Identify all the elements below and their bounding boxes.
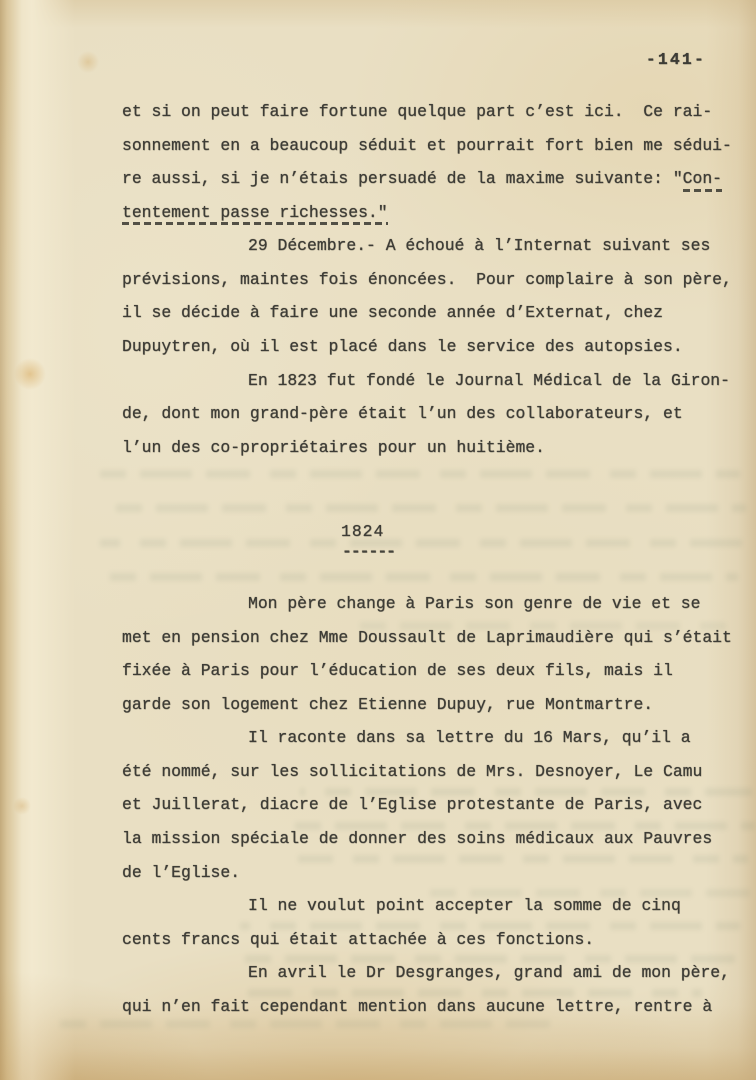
text-line xyxy=(122,397,750,431)
text-segment: qui n’en fait cependant mention dans aucune lettre, rentre à xyxy=(122,996,713,1016)
underlined-text-segment: tentement passe richesses." xyxy=(122,196,388,230)
text-line xyxy=(122,688,750,722)
text-segment: En avril le Dr Desgranges, grand ami de mon père, xyxy=(248,963,730,983)
year-heading xyxy=(341,522,396,561)
text-line xyxy=(122,721,750,755)
text-line xyxy=(122,296,750,330)
text-segment: la mission spéciale de donner des soins médicaux aux Pauvres xyxy=(122,829,713,849)
text-line xyxy=(122,364,750,398)
text-line xyxy=(122,923,750,957)
text-segment: Dupuytren, où il est placé dans le service des autopsies. xyxy=(122,337,683,357)
text-segment: Il ne voulut point accepter la somme de cinq xyxy=(248,896,681,916)
show-through-ghost xyxy=(102,571,738,583)
text-line xyxy=(122,263,750,297)
text-line xyxy=(122,788,750,822)
text-segment: Il raconte dans sa lettre du 16 Mars, qu’il a xyxy=(248,728,691,748)
text-segment: de l’Eglise. xyxy=(122,862,241,882)
text-line xyxy=(122,196,750,230)
text-segment: de, dont mon grand-père était l’un des collaborateurs, et xyxy=(122,404,683,424)
text-line xyxy=(122,956,750,990)
text-segment: et Juillerat, diacre de l’Eglise protestante de Paris, avec xyxy=(122,795,703,815)
show-through-ghost xyxy=(100,468,740,480)
text-segment: garde son logement chez Etienne Dupuy, rue Montmartre. xyxy=(122,694,654,714)
text-line xyxy=(122,95,750,129)
text-line xyxy=(122,990,750,1024)
text-segment: sonnement en a beaucoup séduit et pourrait fort bien me sédui- xyxy=(122,135,732,155)
text-segment: prévisions, maintes fois énoncées. Pour complaire à son père, xyxy=(122,269,732,289)
text-line xyxy=(122,856,750,890)
text-line xyxy=(122,330,750,364)
text-line xyxy=(122,431,750,465)
text-line xyxy=(122,162,750,196)
text-line xyxy=(122,889,750,923)
body-text-block-1824 xyxy=(122,587,750,1024)
text-segment: 29 Décembre.- A échoué à l’Internat suivant ses xyxy=(248,236,711,256)
text-segment: re aussi, si je n’étais persuadé de la maxime suivante: " xyxy=(122,169,683,189)
text-line xyxy=(122,755,750,789)
text-line xyxy=(122,129,750,163)
show-through-ghost xyxy=(98,502,746,514)
text-segment: été nommé, sur les sollicitations de Mrs. Desnoyer, Le Camu xyxy=(122,761,703,781)
page-number: -141- xyxy=(645,50,706,69)
text-segment: fixée à Paris pour l’éducation de ses deux fils, mais il xyxy=(122,661,673,681)
body-text-block-1823 xyxy=(122,95,750,464)
year-heading-text: 1824 xyxy=(341,522,385,541)
text-line xyxy=(122,822,750,856)
text-line xyxy=(122,229,750,263)
text-segment: En 1823 fut fondé le Journal Médical de la Giron- xyxy=(248,370,730,390)
text-segment: met en pension chez Mme Doussault de Laprimaudière qui s’était xyxy=(122,627,732,647)
year-heading-underline: ------ xyxy=(342,542,396,561)
show-through-ghost xyxy=(100,537,750,549)
text-segment: et si on peut faire fortune quelque part c’est ici. Ce rai- xyxy=(122,102,713,121)
text-line xyxy=(122,621,750,655)
text-segment: l’un des co-propriétaires pour un huitième. xyxy=(122,437,545,457)
text-segment: il se décide à faire une seconde année d’Externat, chez xyxy=(122,303,663,323)
underlined-text-segment: Con- xyxy=(683,162,722,196)
text-segment: cents francs qui était attachée à ces fonctions. xyxy=(122,929,595,949)
text-line xyxy=(122,654,750,688)
text-line xyxy=(122,587,750,621)
text-segment: Mon père change à Paris son genre de vie et se xyxy=(248,594,701,613)
